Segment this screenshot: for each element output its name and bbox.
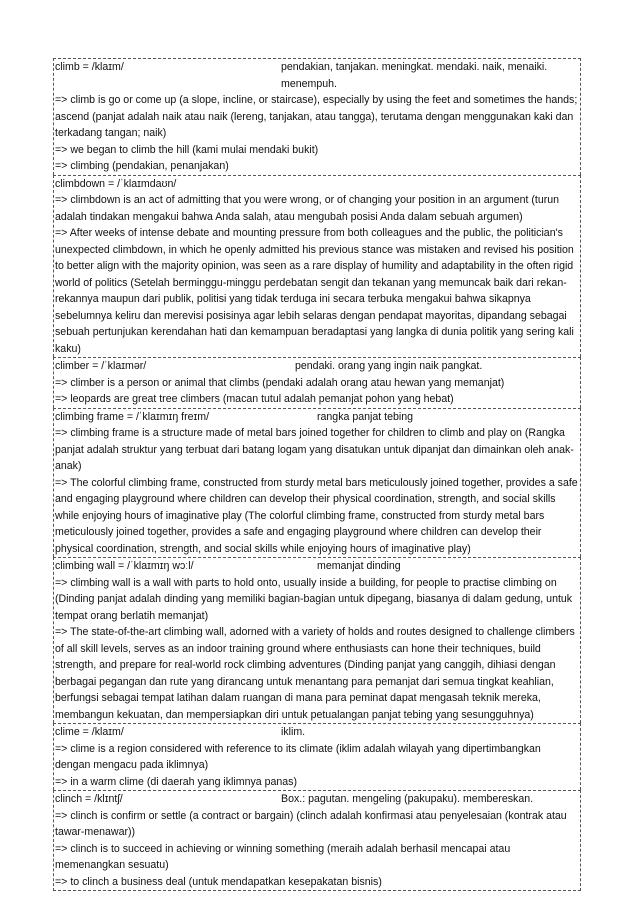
entry-clime <box>53 723 581 790</box>
entry-line: => we began to climb the hill (kami mulai mendaki bukit) <box>55 143 319 156</box>
entry-line: => leopards are great tree climbers (macan tutul adalah pemanjat pohon yang hebat) <box>55 393 454 405</box>
entry-gloss: pendakian, tanjakan. meningkat. mendaki. naik, menaiki. menempuh. <box>281 61 548 90</box>
entry-line: => clinch is to succeed in achieving or winning something (meraih adalah berhasil mencapai atau memenangkan sesuatu) <box>55 842 511 871</box>
entry-line: => climbing wall is a wall with parts to hold onto, usually inside a building, for people to practise climbing on (Dinding panjat adalah dinding yang memiliki bagian-bagian untuk dipegang, biasanya di dalam gedung, untuk tempat orang berlatih memanjat) <box>55 576 573 622</box>
entry-climbing-wall <box>53 557 581 723</box>
entry-gloss: Box.: pagutan. mengeling (pakupaku). membereskan. <box>281 793 534 805</box>
entry-term: clinch = /klɪntʃ/ <box>55 793 123 805</box>
entry-gloss: rangka panjat tebing <box>317 410 414 423</box>
entry-line: => The colorful climbing frame, constructed from sturdy metal bars meticulously joined together, provides a safe and engaging playground where children can develop their physical coordination, strength, and social skills while enjoying hours of imaginative play (The colorful climbing frame, constructed from sturdy metal bars meticulously joined together, provides a safe and engaging playground where children can develop their physical coordination, strength, and social skills while enjoying hours of imaginative play) <box>55 476 578 555</box>
entry-line: => clime is a region considered with reference to its climate (iklim adalah wilayah yang dipertimbangkan dengan mengacu pada iklimnya) <box>55 742 541 771</box>
entry-line: => clinch is confirm or settle (a contract or bargain) (clinch adalah konfirmasi atau penyelesaian (kontrak atau tawar-menawar)) <box>55 809 567 838</box>
entry-clinch <box>53 790 581 891</box>
entry-climbing-frame <box>53 408 581 558</box>
entry-gloss: iklim. <box>281 726 306 738</box>
entry-line: => in a warm clime (di daerah yang iklimnya panas) <box>55 775 298 788</box>
entry-line: => climbing frame is a structure made of metal bars joined together for children to climb and play on (Rangka panjat adalah struktur yang terbuat dari batang logam yang disatukan untuk dipanjat dan dimainkan oleh anak-anak) <box>55 427 574 472</box>
entry-term: clime = /klaɪm/ <box>55 726 124 738</box>
entry-term: climbdown = /ˈklaɪmdaʊn/ <box>55 177 177 190</box>
entry-line: => to clinch a business deal (untuk mendapatkan kesepakatan bisnis) <box>55 875 382 888</box>
entry-climbdown <box>53 175 581 358</box>
entry-term: climber = /ˈklaɪmər/ <box>55 360 147 372</box>
entry-gloss: memanjat dinding <box>317 560 401 572</box>
entry-climber <box>53 357 581 408</box>
entry-term: climb = /klaɪm/ <box>55 61 124 73</box>
entry-gloss <box>176 176 579 193</box>
entry-line: => climbing (pendakian, penanjakan) <box>55 160 229 172</box>
entry-line: => After weeks of intense debate and mounting pressure from both colleagues and the public, the politician's unexpected climbdown, in which he openly admitted his previous stance was mistaken and revised his position to better align with the majority opinion, was seen as a rare display of humility and adaptability in the often rigid world of politics (Setelah berminggu-minggu perdebatan sengit dan tekanan yang memuncak baik dari rekan-rekannya maupun dari publik, politisi yang tidak terduga ini secara terbuka mengakui bahwa sikapnya sebelumnya keliru dan merevisi posisinya agar lebih selaras dengan pendapat mayoritas, dipandang sebagai sebuah pertunjukan kerendahan hati dan kemampuan beradaptasi yang langka di dunia politik yang sering kali kaku) <box>55 227 574 355</box>
entry-term: climbing wall = /ˈklaɪmɪŋ wɔːl/ <box>55 560 194 572</box>
entry-gloss: pendaki. orang yang ingin naik pangkat. <box>295 360 483 372</box>
entry-line: => The state-of-the-art climbing wall, adorned with a variety of holds and routes designed to challenge climbers of all skill levels, serves as an indoor training ground where enthusiasts can hone their techniques, build strength, and prepare for real-world rock climbing adventures (Dinding panjat yang canggih, dihiasi dengan berbagai pegangan dan rute yang dirancang untuk menantang para pemanjat dari semua tingkat keahlian, berfungsi sebagai tempat latihan dalam ruangan di mana para peminat dapat mengasah teknik mereka, membangun kekuatan, dan mempersiapkan diri untuk petualangan panjat tebing yang sesungguhnya) <box>55 626 575 721</box>
entry-line: => climb is go or come up (a slope, incline, or staircase), especially by using the feet and sometimes the hands; ascend (panjat adalah naik atau naik (lereng, tanjakan, atau tangga), terutama dengan menggunakan kaki dan terkadang tangan; naik) <box>55 94 578 139</box>
dictionary-page <box>53 58 581 891</box>
entry-term: climbing frame = /ˈklaɪmɪŋ freɪm/ <box>55 410 210 423</box>
entry-line: => climber is a person or animal that climbs (pendaki adalah orang atau hewan yang memanjat) <box>55 376 505 389</box>
entry-climb <box>53 58 581 175</box>
entry-line: => climbdown is an act of admitting that you were wrong, or of changing your position in an argument (turun adalah tindakan mengakui bahwa Anda salah, atau mengubah posisi Anda dalam sebuah argumen) <box>55 194 560 223</box>
